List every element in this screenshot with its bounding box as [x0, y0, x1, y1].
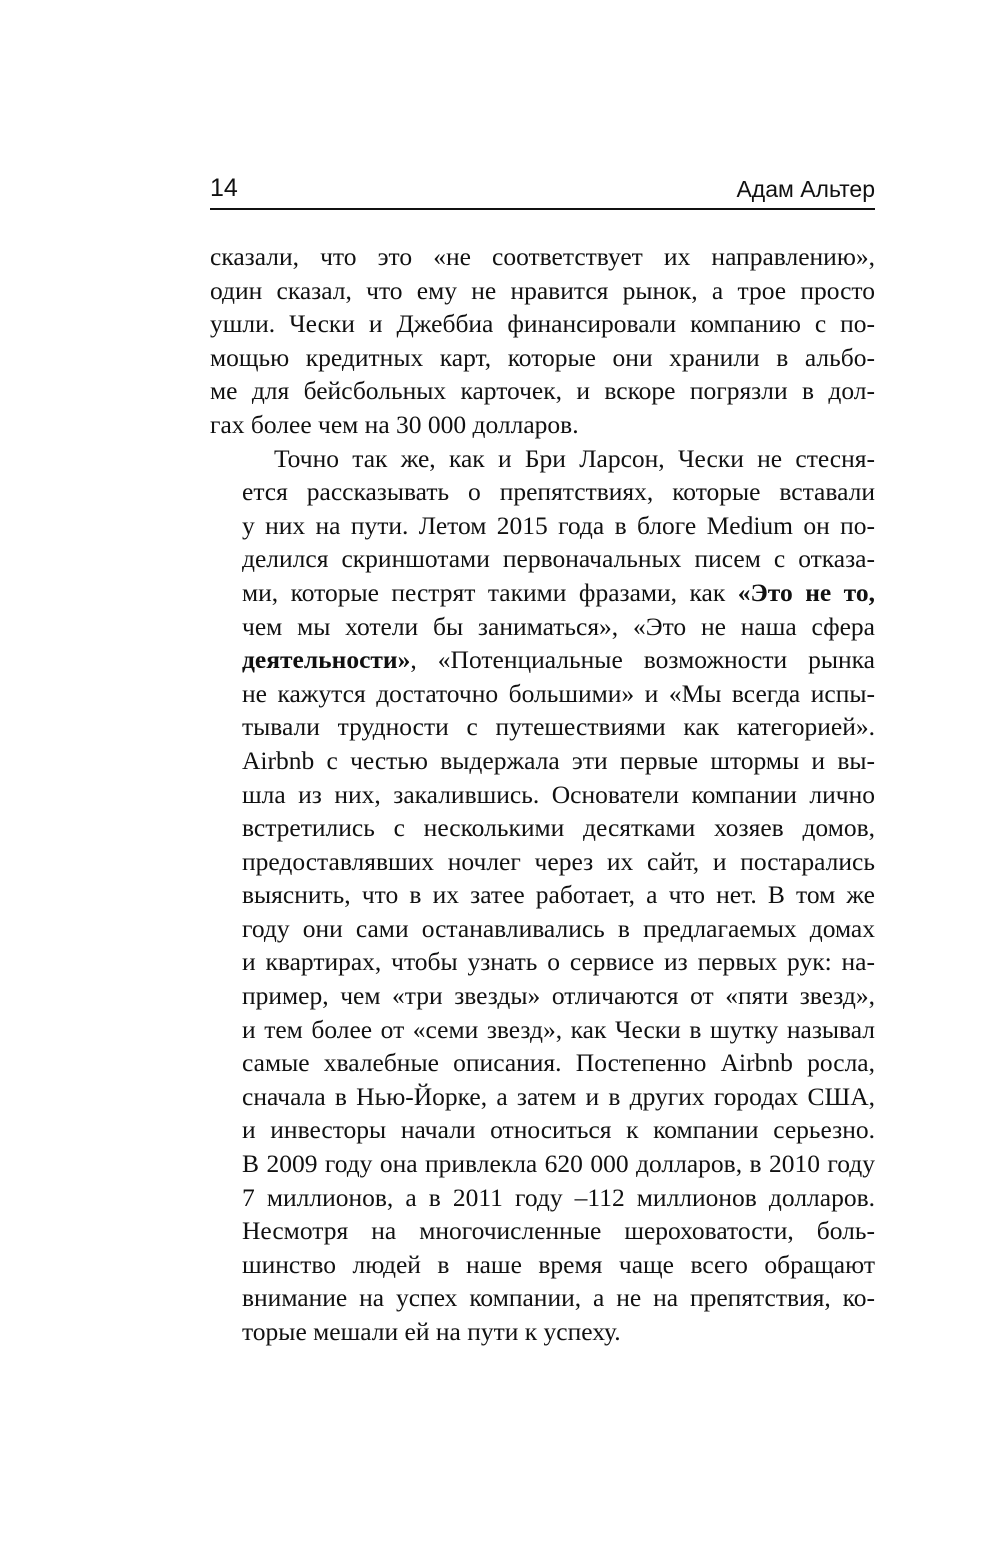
text-line: и инвесторы начали относиться к компании серьезно.	[242, 1115, 875, 1145]
text-line: у них на пути. Летом 2015 года в блоге Medium он по-	[242, 510, 875, 540]
page-header	[210, 168, 875, 210]
text-line: ме для бейсбольных карточек, и вскоре погрязли в дол-	[210, 376, 875, 406]
text-line: году они сами останавливались в предлагаемых домах	[242, 913, 875, 943]
text-line: шла из них, закалившись. Основатели компании лично	[242, 779, 875, 809]
text-line: ушли. Чески и Джеббиа финансировали компанию с по-	[210, 309, 875, 339]
text-line: Точно так же, как и Бри Ларсон, Чески не стесня-	[274, 443, 875, 473]
page-number: 14	[210, 174, 238, 202]
text-line-bold-end: деятельности», «Потенциальные возможности рынка	[242, 645, 875, 675]
text-line: не кажутся достаточно большими» и «Мы всегда испы-	[242, 678, 875, 708]
text-line: ется рассказывать о препятствиях, которые вставали	[242, 477, 875, 507]
text-line: выяснить, что в их затее работает, а что нет. В том же	[242, 880, 875, 910]
text-line: мощью кредитных карт, которые они хранили в альбо-	[210, 342, 875, 372]
bold-emphasis: «Это не то,	[737, 577, 875, 607]
text-line: торые мешали ей на пути к успеху.	[242, 1317, 621, 1346]
text-line: шинство людей в наше время чаще всего обращают	[242, 1249, 875, 1279]
text-line: и тем более от «семи звезд», как Чески в шутку называл	[242, 1014, 875, 1044]
text-line: Airbnb с честью выдержала эти первые штормы и вы-	[242, 745, 875, 775]
text-line: сказали, что это «не соответствует их направлению»,	[210, 242, 875, 271]
text-line: 7 миллионов, а в 2011 году –112 миллионов долларов.	[242, 1182, 875, 1212]
bold-emphasis: деятельности»	[242, 645, 411, 675]
text-line: внимание на успех компании, а не на препятствия, ко-	[242, 1283, 875, 1313]
text-line: Несмотря на многочисленные шероховатости, боль-	[242, 1216, 875, 1246]
text-line: чем мы хотели бы заниматься», «Это не наша сфера	[242, 611, 875, 641]
text-line: гах более чем на 30 000 долларов.	[210, 409, 579, 439]
text-line: один сказал, что ему не нравится рынок, а трое просто	[210, 275, 875, 305]
text-line: сначала в Нью-Йорке, а затем и в других городах США,	[242, 1081, 875, 1111]
text-line: встретились с несколькими десятками хозяев домов,	[242, 813, 875, 843]
text-line: самые хвалебные описания. Постепенно Airbnb росла,	[242, 1048, 875, 1078]
text-line: тывали трудности с путешествиями как категорией».	[242, 712, 875, 742]
paragraph-2	[210, 442, 875, 1349]
running-head-author: Адам Альтер	[736, 176, 875, 202]
text-line: пример, чем «три звезды» отличаются от «пяти звезд»,	[242, 981, 875, 1011]
text-line: делился скриншотами первоначальных писем с отказа-	[242, 544, 875, 574]
text-line: предоставлявших ночлег через их сайт, и постарались	[242, 846, 875, 876]
text-line: и квартирах, чтобы узнать о сервисе из первых рук: на-	[242, 947, 875, 977]
text-line-bold-start: ми, которые пестрят такими фразами, как «Это не то,	[242, 577, 875, 607]
text-line: В 2009 году она привлекла 620 000 долларов, в 2010 году	[242, 1149, 875, 1179]
body-text	[210, 240, 875, 1349]
paragraph-1	[210, 240, 875, 442]
